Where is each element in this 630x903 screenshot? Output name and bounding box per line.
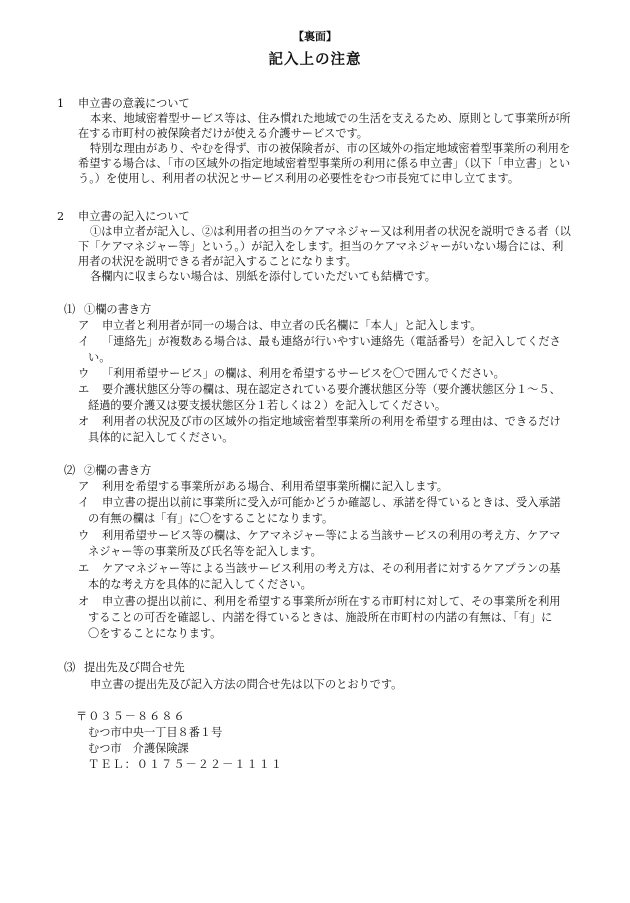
- section1-line: 本来、地域密着型サービス等は、住み慣れた地域での生活を支えるため、原則として事業所が所: [90, 112, 571, 125]
- part3-line: 申立書の提出先及び記入方法の問合せ先は以下のとおりです。: [90, 678, 403, 691]
- part1-item-line: 要介護状態区分等の欄は、現在認定されている要介護状態区分等（要介護状態区分１～５、: [102, 383, 561, 396]
- part3-number: ⑶: [64, 661, 76, 674]
- part2-item-mark: イ: [78, 496, 90, 509]
- part1-item-mark: イ: [78, 335, 90, 348]
- part1-item-line: 経過的要介護又は要支援状態区分１若しくは２）を記入してください。: [88, 399, 447, 412]
- contact-office: むつ市 介護保険課: [88, 742, 189, 755]
- part2-item-mark: オ: [78, 595, 90, 608]
- part2-item-line: ケアマネジャー等による当該サービス利用の考え方は、その利用者に対するケアプランの基: [102, 562, 561, 575]
- part1-item-line: 利用者の状況及び市の区域外の指定地域密着型事業所の利用を希望する理由は、できるだけ: [102, 415, 561, 428]
- part2-number: ⑵: [64, 464, 76, 477]
- part2-item-mark: エ: [78, 562, 90, 575]
- part1-number: ⑴: [64, 303, 76, 316]
- part1-heading: ①欄の書き方: [84, 303, 152, 316]
- section1-line: 希望する場合は、「市の区域外の指定地域密着型事業所の利用に係る申立書」（以下「申立書」とい: [78, 157, 571, 170]
- section2-line: 各欄内に収まらない場合は、別紙を添付していただいても結構です。: [90, 270, 436, 283]
- part1-item-line: 申立者と利用者が同一の場合は、申立者の氏名欄に「本人」と記入します。: [102, 319, 482, 332]
- part2-item-line: 申立書の提出以前に、利用を希望する事業所が所在する市町村に対して、その事業所を利用: [102, 595, 561, 608]
- section1-line: 特別な理由があり、やむを得ず、市の被保険者が、市の区域外の指定地域密着型事業所の利用を: [90, 142, 571, 155]
- part3-heading: 提出先及び問合せ先: [84, 661, 185, 674]
- part2-item-line: の有無の欄は「有」に〇をすることになります。: [88, 512, 334, 525]
- section2-line: 用者の状況を説明できる者が記入することになります。: [78, 255, 357, 268]
- page-title: 記入上の注意: [268, 52, 362, 68]
- part1-item-line: 「連絡先」が複数ある場合は、最も連絡が行いやすい連絡先（電話番号）を記入してくださ: [102, 335, 561, 348]
- part2-item-line: 利用希望サービス等の欄は、ケアマネジャー等による当該サービスの利用の考え方、ケアマ: [102, 529, 561, 542]
- part1-item-line: 具体的に記入してください。: [88, 431, 234, 444]
- section2-heading: 申立書の記入について: [78, 210, 190, 223]
- contact-address: むつ市中央一丁目８番１号: [88, 726, 223, 739]
- part1-item-mark: オ: [78, 415, 90, 428]
- part1-item-line: 「利用希望サービス」の欄は、利用を希望するサービスを〇で囲んでください。: [102, 367, 505, 380]
- section2-number: 2: [57, 210, 65, 223]
- section1-heading: 申立書の意義について: [78, 97, 190, 110]
- section2-line: 下「ケアマネジャー等」という。）が記入をします。担当のケアマネジャーがいない場合には、利: [78, 240, 564, 253]
- part2-item-line: 〇をすることになります。: [88, 627, 222, 640]
- part2-item-line: することの可否を確認し、内諾を得ているときは、施設所在市町村の内諾の有無は、「有」に: [88, 611, 553, 624]
- part2-item-mark: ウ: [78, 529, 90, 542]
- part1-item-mark: ア: [78, 319, 90, 332]
- part2-item-line: 本的な考え方を具体的に記入してください。: [88, 578, 312, 591]
- contact-phone: ＴＥＬ：０１７５－２２－１１１１: [88, 758, 284, 771]
- section1-number: 1: [57, 97, 65, 110]
- part2-item-line: ネジャー等の事業所及び氏名等を記入します。: [88, 545, 322, 558]
- section1-line: う。）を使用し、利用者の状況とサービス利用の必要性をむつ市長宛てに申し立てます。: [78, 172, 520, 185]
- part1-item-mark: エ: [78, 383, 90, 396]
- part1-item-mark: ウ: [78, 367, 90, 380]
- section2-line: ①は申立者が記入し、②は利用者の担当のケアマネジャー又は利用者の状況を説明できる者（以: [90, 225, 571, 238]
- page-side-label: 【裏面】: [293, 30, 337, 43]
- part2-item-mark: ア: [78, 480, 90, 493]
- part1-item-line: い。: [88, 351, 111, 364]
- part2-item-line: 利用を希望する事業所がある場合、利用希望事業所欄に記入します。: [102, 480, 448, 493]
- part2-heading: ②欄の書き方: [84, 464, 152, 477]
- section1-line: 在する市町村の被保険者だけが使える介護サービスです。: [78, 127, 368, 140]
- part2-item-line: 申立書の提出以前に事業所に受入が可能かどうか確認し、承諾を得ているときは、受入承諾: [102, 496, 561, 509]
- contact-postal-code: 〒０３５－８６８６: [76, 710, 186, 723]
